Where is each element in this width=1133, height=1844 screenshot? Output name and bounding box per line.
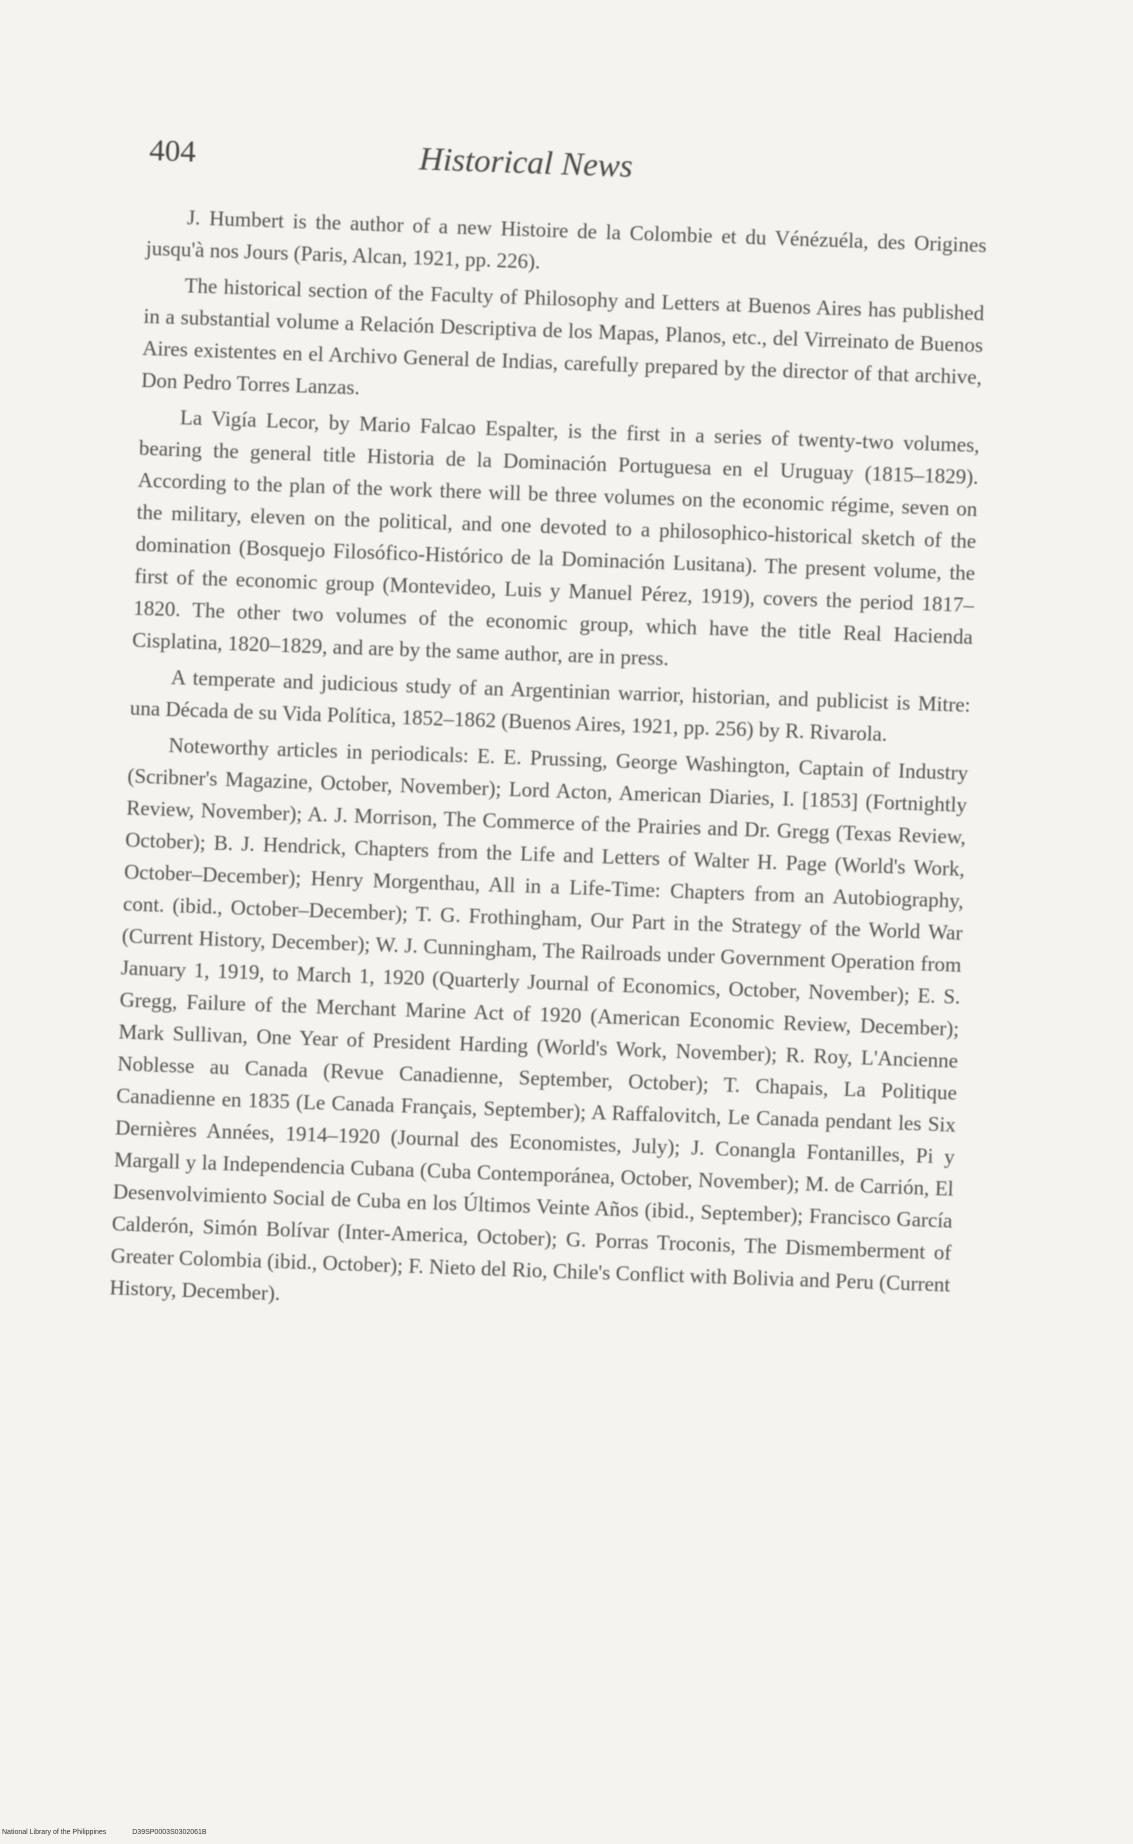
page-header — [148, 132, 989, 215]
paragraph-historical-section: The historical section of the Faculty of Philosophy and Letters at Buenos Aires has published in a substantial volume a Relación Descriptiva de los Mapas, Planos, etc., del Virreinato de Buenos Aires existentes en el Archivo General de Indias, carefully prepared by the director of that archive, Don Pedro Torres Lanzas. — [140, 273, 985, 400]
library-name: National Library of the Philippines — [2, 1829, 107, 1836]
paragraph-mitre: A temperate and judicious study of an Argentinian warrior, historian, and publicist is Mitre: una Década de su Vida Política, 1852–1862 (Buenos Aires, 1921, pp. 256) by R. Rivarola. — [129, 665, 971, 747]
page-content — [109, 132, 989, 1333]
running-head: Historical News — [418, 141, 634, 185]
scan-code: D39SP0003S0302061B — [132, 1829, 207, 1836]
scan-footer — [2, 1829, 207, 1836]
paragraph-humbert: J. Humbert is the author of a new Histoire de la Colombie et du Vénézuéla, des Origines jusqu'à nos Jours (Paris, Alcan, 1921, pp. 226). — [145, 205, 987, 274]
paragraph-periodicals: Noteworthy articles in periodicals: E. E. Prussing, George Washington, Captain of Industry (Scribner's Magazine, October, November); Lord Acton, American Diaries, I. [1853] (Fortnightly Review, November); A. J. Morrison, The Commerce of the Prairies and Dr. Gregg (Texas Review, October); B. J. Hendrick, Chapters from the Life and Letters of Walter H. Page (World's Work, October–December); Henry Morgenthau, All in a Life-Time: Chapters from an Autobiography, cont. (ibid., October–December); T. G. Frothingham, Our Part in the Strategy of the World War (Current History, December); W. J. Cunningham, The Railroads under Government Operation from January 1, 1919, to March 1, 1920 (Quarterly Journal of Economics, October, November); E. S. Gregg, Failure of the Merchant Marine Act of 1920 (American Economic Review, December); Mark Sullivan, One Year of President Harding (World's Work, November); R. Roy, L'Ancienne Noblesse au Canada (Revue Canadienne, September, October); T. Chapais, La Politique Canadienne en 1835 (Le Canada Français, September); A Raffalovitch, Le Canada pendant les Six Dernières Années, 1914–1920 (Journal des Economistes, July); J. Conangla Fontanilles, Pi y Margall y la Independencia Cubana (Cuba Contemporánea, October, November); M. de Carrión, El Desenvolvimiento Social de Cuba en los Últimos Veinte Años (ibid., September); Francisco García Calderón, Simón Bolívar (Inter-America, October); G. Porras Troconis, The Dismemberment of Greater Colombia (ibid., October); F. Nieto del Rio, Chile's Conflict with Bolivia and Peru (Current History, December). — [109, 733, 969, 1306]
page-number: 404 — [148, 132, 197, 169]
paragraph-vigia-lecor: La Vigía Lecor, by Mario Falcao Espalter, is the first in a series of twenty-two volumes, bearing the general title Historia de la Dominación Portuguesa en el Uruguay (1815–1829). According to the plan of the work there will be three volumes on the economic régime, seven on the military, eleven on the political, and one devoted to a philosophico-historical sketch of the domination (Bosquejo Filosófico-Histórico de la Dominación Lusitana). The present volume, the first of the economic group (Montevideo, Luis y Manuel Pérez, 1919), covers the period 1817–1820. The other two volumes of the economic group, which have the title Real Hacienda Cisplatina, 1820–1829, and are by the same author, are in press. — [131, 405, 980, 671]
